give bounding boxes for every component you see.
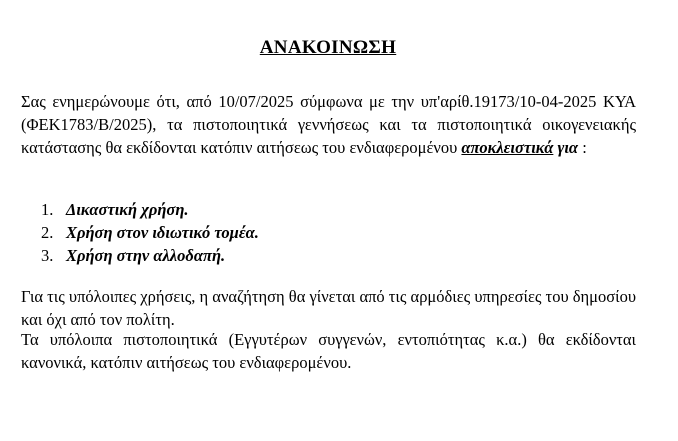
intro-colon: : [578,138,587,157]
list-item-text: Δικαστική χρήση. [66,200,189,219]
document-title: ΑΝΑΚΟΙΝΩΣΗ [259,37,397,58]
list-item [41,221,259,244]
list-item [41,244,259,267]
intro-bold-word: για [557,138,579,157]
list-item-text: Χρήση στον ιδιωτικό τομέα. [66,223,259,242]
other-uses-paragraph: Για τις υπόλοιπες χρήσεις, η αναζήτηση θα γίνεται από τις αρμόδιες υπηρεσίες του δημοσίου και όχι από τον πολίτη. [21,287,636,329]
intro-text: Σας ενημερώνουμε ότι, από 10/07/2025 σύμφωνα με την υπ'αρίθ.19173/10-04-2025 ΚΥΑ (ΦΕΚ1783/Β/2025), τα πιστοποιητικά γεννήσεως και τα πιστοποιητικά οικογενειακής κατάστασης θα εκδίδονται κατόπιν αιτήσεως του ενδιαφερομένου [21,92,636,157]
other-certificates-paragraph: Τα υπόλοιπα πιστοποιητικά (Εγγυτέρων συγγενών, εντοπιότητας κ.α.) θα εκδίδονται κανονικά, κατόπιν αιτήσεως του ενδιαφερομένου. [21,330,636,372]
uses-list [41,198,259,267]
list-item-number: 1. [41,200,54,219]
list-item [41,198,259,221]
list-item-number: 3. [41,246,54,265]
list-item-number: 2. [41,223,54,242]
list-item-text: Χρήση στην αλλοδαπή. [66,246,226,265]
intro-emphasis: αποκλειστικά [461,138,554,157]
intro-paragraph [21,90,636,159]
